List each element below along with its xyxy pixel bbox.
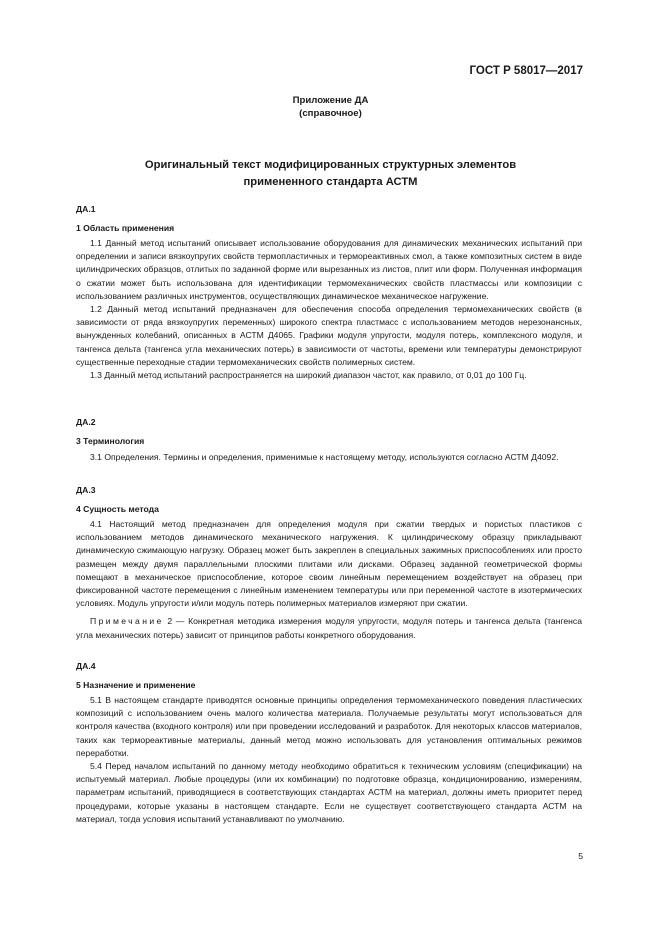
section-heading-terminology: 3 Терминология — [76, 436, 145, 446]
appendix-title: Приложение ДА — [292, 95, 369, 106]
paragraph-5-4: 5.4 Перед началом испытаний по данному методу необходимо обратиться к техническим условиям (спецификации) на испытуемый материал. Любые процедуры (или их комбинации) по подготовке образца, кондиционированию, измерениям, параметрам испытаний, приводящиеся в соответствующих стандартах АСТМ на материал, должны иметь приоритет перед процедурами, которые указаны в настоящем стандарте. Если не существует соответствующего стандарта АСТМ на материал, тогда условия испытаний устанавливают по умолчанию. — [76, 761, 582, 824]
block-label-da2: ДА.2 — [76, 417, 96, 427]
appendix-subtitle: (справочное) — [299, 108, 362, 119]
block-label-da4: ДА.4 — [76, 661, 96, 671]
section-body-terminology — [76, 451, 582, 464]
section-heading-purpose: 5 Назначение и применение — [76, 680, 196, 690]
note-2 — [76, 615, 582, 641]
paragraph-3-1: 3.1 Определения. Термины и определения, применимые к настоящему методу, используются согласно АСТМ Д4092. — [90, 452, 559, 462]
document-number: ГОСТ Р 58017—2017 — [469, 65, 583, 77]
paragraph-4-1: 4.1 Настоящий метод предназначен для определения модуля при сжатии твердых и пористых пластиков с использованием методов динамического механического нагружения. К цилиндрическому образцу прикладывают динамическую сжимающую нагрузку. Образец может быть закреплен в специальных зажимных приспособлениях или просто размещен между двумя параллельными плоскими плитами или дисками. Образец заданной геометрической формы помещают в механическое приспособление, которое своим линейным перемещением воздействует на образец при фиксированной частоте перемещения с линейным изменением температуры или при переменной частоте в изотермических условиях. Модуль упругости и/или модуль потерь полимерных материалов измеряют при сжатии. — [76, 519, 582, 609]
document-title-line-1: Оригинальный текст модифицированных структурных элементов — [144, 159, 517, 171]
page-number: 5 — [578, 851, 583, 861]
note-text: 2 — Конкретная методика измерения модуля упругости, модуля потерь и тангенса дельта (тангенса угла механических потерь) зависит от принципов работы конкретного оборудования. — [76, 616, 582, 640]
section-heading-method: 4 Сущность метода — [76, 504, 159, 514]
document-title-line-2: примененного стандарта АСТМ — [243, 176, 418, 188]
paragraph-1-3: 1.3 Данный метод испытаний распространяется на широкий диапазон частот, как правило, от 0,01 до 100 Гц. — [90, 370, 527, 381]
paragraph-1-1: 1.1 Данный метод испытаний описывает использование оборудования для динамических механических испытаний при определении и записи вязкоупругих свойств термопластичных и термореактивных смол, а также композитных систем в виде цилиндрических образцов, отлитых по заданной форме или вырезанных из листов, плит или форм. Полученная информация о сжатии может быть использована для идентификации термомеханических свойств пластмассы или композиции с использованием различных инструментов, осуществляющих динамическое механическое нагружение. — [76, 238, 582, 301]
section-body-purpose — [76, 694, 582, 826]
paragraph-1-2: 1.2 Данный метод испытаний предназначен для обеспечения способа определения термомеханических свойств (в зависимости от ряда вязкоупругих переменных) широкого спектра пластмасс с использованием методов нерезонансных, вынужденных колебаний, описанных в АСТМ Д4065. Графики модуля упругости, модуля потерь, комплексного модуля, и тангенса дельта (тангенса угла механических потерь) в зависимости от частоты, времени или температуры демонстрируют существенные переходные стадии термомеханических свойств полимерных систем. — [76, 304, 582, 367]
block-label-da3: ДА.3 — [76, 485, 96, 495]
note-label: Примечание — [90, 616, 164, 627]
section-body-scope — [76, 237, 582, 382]
section-body-method — [76, 518, 582, 642]
block-label-da1: ДА.1 — [76, 204, 96, 214]
paragraph-5-1: 5.1 В настоящем стандарте приводятся основные принципы определения термомеханического поведения пластических композиций с использованием очень малого количества материала. Получаемые результаты могут использоваться для контроля качества (входного контроля) или при проведении исследований и разработок. Для некоторых классов материалов, таких как термореактивные материалы, данный метод можно использовать для установления оптимальных режимов переработки. — [76, 695, 582, 758]
section-heading-scope: 1 Область применения — [76, 223, 175, 233]
